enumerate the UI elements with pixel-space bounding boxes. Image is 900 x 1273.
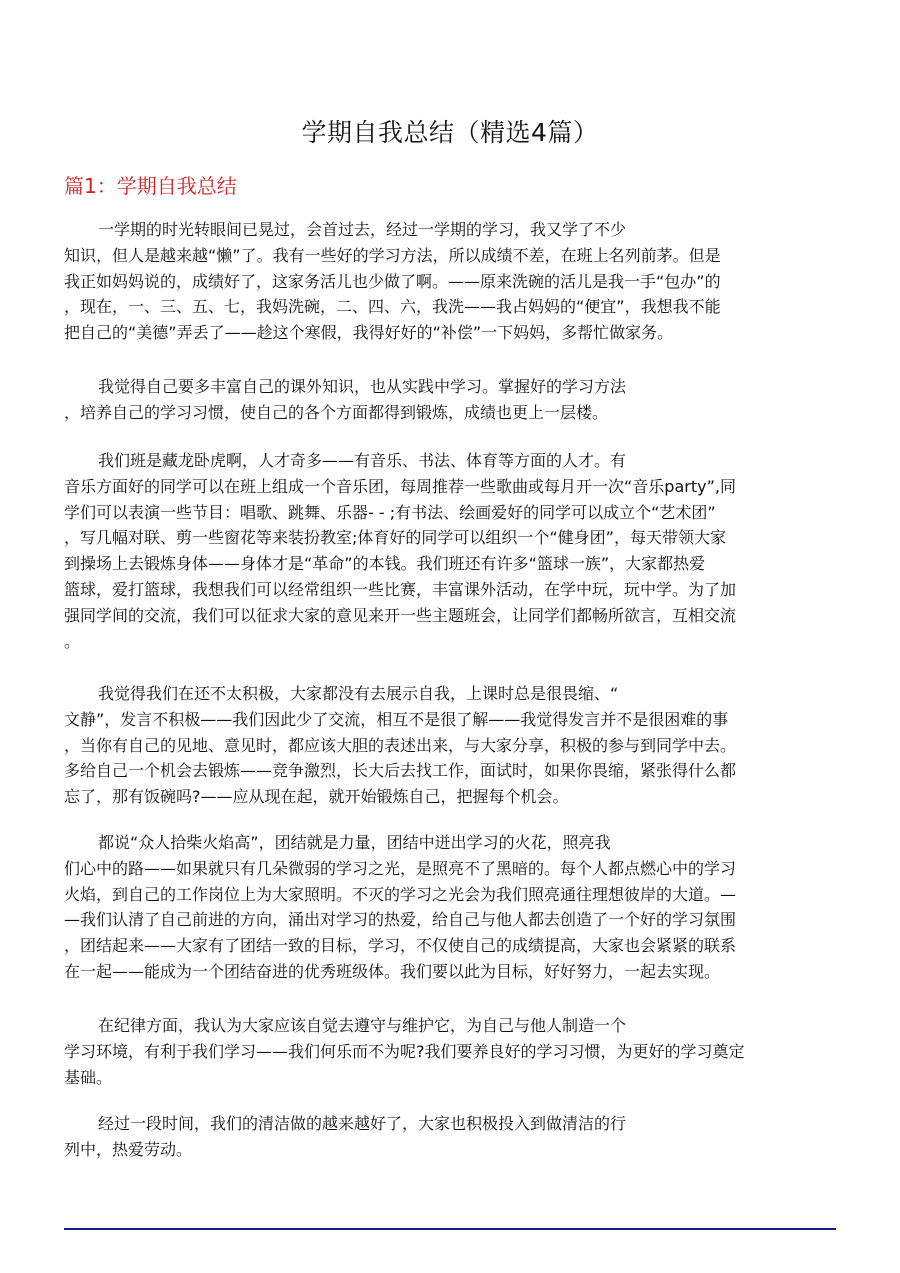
paragraph-line: 列中，热爱劳动。 — [64, 1139, 193, 1159]
paragraph-line: 在一起——能成为一个团结奋进的优秀班级体。我们要以此为目标，好好努力，一起去实现。 — [64, 961, 721, 981]
paragraph-line: 多给自己一个机会去锻炼——竞争激烈，长大后去找工作，面试时，如果你畏缩，紧张得什么都 — [64, 761, 737, 781]
paragraph-1 — [64, 217, 840, 346]
paragraph-line: 我觉得自己要多丰富自己的课外知识，也从实践中学习。掌握好的学习方法 — [98, 377, 627, 396]
paragraph-line: 音乐方面好的同学可以在班上组成一个音乐团，每周推荐一些歌曲或每月开一次“音乐party”,同 — [64, 476, 736, 496]
paragraph-line: 学习环境，有利于我们学习——我们何乐而不为呢?我们要养良好的学习习惯，为更好的学习奠定 — [64, 1041, 745, 1061]
page-title: 学期自我总结（精选4篇） — [301, 118, 599, 147]
paragraph-line: 知识，但人是越来越“懒”了。我有一些好的学习方法，所以成绩不差，在班上名列前茅。但是 — [64, 245, 721, 265]
paragraph-line: 学们可以表演一些节目：唱歌、跳舞、乐器- - ;有书法、绘画爱好的同学可以成立个“艺术团” — [64, 502, 716, 522]
paragraph-line: 把自己的“美德”弄丢了——趁这个寒假，我得好好的“补偿”一下妈妈，多帮忙做家务。 — [64, 323, 674, 343]
paragraph-line: 都说“众人拾柴火焰高”，团结就是力量，团结中迸出学习的火花，照亮我 — [98, 833, 611, 852]
paragraph-line: —我们认清了自己前进的方向，涌出对学习的热爱，给自己与他人都去创造了一个好的学习氛围 — [64, 910, 737, 930]
paragraph-6 — [64, 1013, 840, 1090]
paragraph-line: 火焰，到自己的工作岗位上为大家照明。不灭的学习之光会为我们照亮通往理想彼岸的大道。— — [64, 884, 737, 904]
paragraph-line: 文静”，发言不积极——我们因此少了交流，相互不是很了解——我觉得发言并不是很困难的事 — [64, 709, 729, 729]
paragraph-line: ，团结起来——大家有了团结一致的目标，学习，不仅使自己的成绩提高，大家也会紧紧的联系 — [64, 936, 737, 956]
paragraph-line: 我们班是藏龙卧虎啊，人才奇多——有音乐、书法、体育等方面的人才。有 — [98, 451, 627, 470]
paragraph-line: 我觉得我们在还不太积极，大家都没有去展示自我，上课时总是很畏缩、“ — [98, 684, 619, 703]
paragraph-line: ，现在，一、三、五、七，我妈洗碗，二、四、六，我洗——我占妈妈的“便宜”，我想我不能 — [64, 297, 721, 317]
paragraph-line: 篮球，爱打篮球，我想我们可以经常组织一些比赛，丰富课外活动，在学中玩，玩中学。为了加 — [64, 579, 737, 599]
section-heading: 篇1：学期自我总结 — [64, 174, 237, 198]
paragraph-line: 忘了，那有饭碗吗?——应从现在起，就开始锻炼自己，把握每个机会。 — [64, 787, 569, 807]
paragraph-line: 们心中的路——如果就只有几朵微弱的学习之光，是照亮不了黑暗的。每个人都点燃心中的学习 — [64, 858, 737, 878]
footer-divider — [64, 1228, 836, 1230]
paragraph-line: ，当你有自己的见地、意见时，都应该大胆的表述出来，与大家分享，积极的参与到同学中去。 — [64, 735, 737, 755]
paragraph-4 — [64, 681, 840, 810]
paragraph-line: ，写几幅对联、剪一些窗花等来装扮教室;体育好的同学可以组织一个“健身团”，每天带领大家 — [64, 528, 726, 548]
paragraph-5 — [64, 830, 840, 985]
paragraph-line: ，培养自己的学习习惯，使自己的各个方面都得到锻炼，成绩也更上一层楼。 — [64, 402, 609, 422]
paragraph-line: 基础。 — [64, 1067, 113, 1087]
paragraph-7 — [64, 1111, 840, 1163]
paragraph-line: 到操场上去锻炼身体——身体才是“革命”的本钱。我们班还有许多“篮球一族”，大家都热爱 — [64, 554, 706, 574]
paragraph-line: 在纪律方面，我认为大家应该自觉去遵守与维护它，为自己与他人制造一个 — [98, 1016, 627, 1035]
paragraph-2 — [64, 374, 840, 426]
paragraph-line: 。 — [64, 631, 81, 651]
paragraph-3 — [64, 448, 840, 654]
paragraph-line: 一学期的时光转眼间已晃过，会首过去，经过一学期的学习，我又学了不少 — [98, 220, 627, 239]
paragraph-line: 强同学间的交流，我们可以征求大家的意见来开一些主题班会，让同学们都畅所欲言，互相交流 — [64, 605, 737, 625]
paragraph-line: 我正如妈妈说的，成绩好了，这家务活儿也少做了啊。——原来洗碗的活儿是我一手“包办”的 — [64, 271, 721, 291]
paragraph-line: 经过一段时间，我们的清洁做的越来越好了，大家也积极投入到做清洁的行 — [98, 1114, 627, 1133]
